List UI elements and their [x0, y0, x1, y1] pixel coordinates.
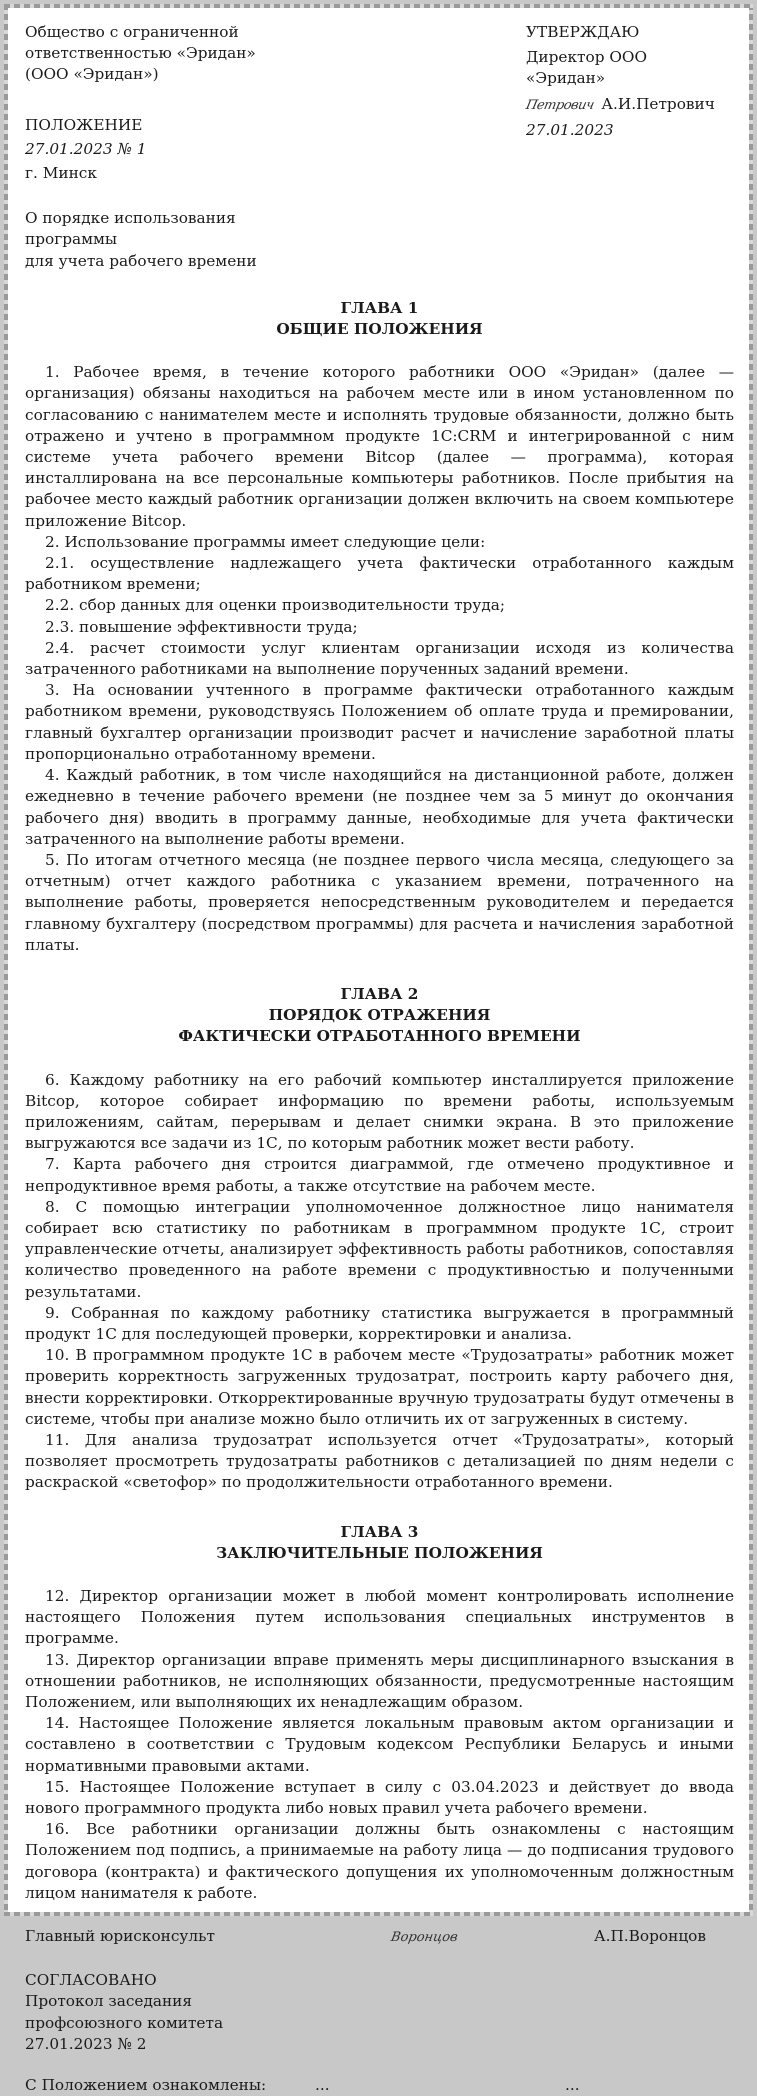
paragraph: 15. Настоящее Положение вступает в силу с 03.04.2023 и действует до ввода нового программного продукта либо новых правил учета рабочего времени. — [25, 1777, 734, 1818]
agreed-date: 27.01.2023 № 2 — [25, 2034, 147, 2053]
sign-name: А.П.Воронцов — [594, 1927, 706, 1946]
approval-label: УТВЕРЖДАЮ — [526, 23, 640, 41]
header-left — [25, 22, 325, 272]
org-name-line: Общество с ограниченной — [25, 23, 239, 41]
org-short-name: (ООО «Эридан») — [25, 65, 159, 84]
paragraph: 10. В программном продукте 1С в рабочем месте «Трудозатраты» работник может проверить корректность загруженных трудозатрат, построить карту рабочего дня, внести корректировки. Откорректированные вручную трудозатраты будут отмечены в системе, чтобы при анализе можно было отличить их от загруженных в систему. — [25, 1346, 734, 1428]
agreed-label: СОГЛАСОВАНО — [25, 1971, 157, 1990]
paragraph: 1. Рабочее время, в течение которого работники ООО «Эридан» (далее — организация) обязаны находиться на рабочем месте или в ином установленном по согласованию с нанимателем месте и исполнять трудовые обязанности, должно быть отражено и учтено в программном продукте 1С:CRM и интегрированной с ним системе учета рабочего времени Bitcop (далее — программа), которая инсталлирована на все персональные компьютеры работников. После прибытия на рабочее место каждый работник организации должен включить на своем компьютере приложение Bitcop. — [25, 363, 734, 530]
approval-signer: А.И.Петрович — [601, 94, 715, 113]
paragraph: 6. Каждому работнику на его рабочий компьютер инсталлируется приложение Bitcop, которое собирает информацию по времени работы, используемым приложениям, сайтам, перерывам и делает снимки экрана. В это приложение выгружаются все задачи из 1С, по которым работник может вести работу. — [25, 1070, 734, 1153]
chapter-heading — [25, 984, 734, 1048]
document-page — [8, 8, 749, 2095]
paragraph: 14. Настоящее Положение является локальным правовым актом организации и составлено в соответствии с Трудовым кодексом Республики Беларусь и иными нормативными правовыми актами. — [25, 1714, 734, 1775]
ack-label: С Положением ознакомлены: — [25, 2076, 267, 2095]
paragraph: 16. Все работники организации должны быть ознакомлены с настоящим Положением под подпись, а принимаемые на работу лица — до подписания трудового договора (контракта) и фактического допущения их уполномоченным должностным лицом нанимателя к работе. — [25, 1820, 734, 1902]
acknowledgement-row — [25, 2075, 734, 2096]
chapter-title: ПОРЯДОК ОТРАЖЕНИЯ — [268, 1006, 491, 1025]
chapter-title: ЗАКЛЮЧИТЕЛЬНЫЕ ПОЛОЖЕНИЯ — [216, 1543, 543, 1562]
chapter-title: ОБЩИЕ ПОЛОЖЕНИЯ — [276, 320, 483, 339]
handwritten-signature: Петрович — [524, 97, 596, 113]
chapter-body — [25, 362, 734, 956]
paragraph: 4. Каждый работник, в том числе находящийся на дистанционной работе, должен ежедневно в течение рабочего времени (не позднее чем за 5 минут до окончания рабочего дня) вводить в программу данные, необходимые для учета фактически затраченного на выполнение работы времени. — [25, 766, 734, 848]
chapter-number: ГЛАВА 1 — [340, 298, 419, 317]
chapter-number: ГЛАВА 3 — [340, 1522, 419, 1541]
doc-date-number: 27.01.2023 № 1 — [25, 139, 147, 158]
approval-signer-row — [526, 94, 726, 116]
paragraph: 8. С помощью интеграции уполномоченное должностное лицо нанимателя собирает всю статистику по работникам в программном продукте 1С, строит управленческие отчеты, анализирует эффективность работы работников, сопоставляя количество проведенного на работе времени с продуктивностью и полученными результатами. — [25, 1197, 734, 1301]
chapter-body — [25, 1070, 734, 1494]
doc-type: ПОЛОЖЕНИЕ — [25, 115, 143, 134]
sign-position: Главный юрисконсульт — [25, 1927, 215, 1946]
ack-placeholder: ... — [315, 2076, 330, 2095]
paragraph: 5. По итогам отчетного месяца (не позднее первого числа месяца, следующего за отчетным) отчет каждого работника с указанием времени, потраченного на выполнение работы, проверяется непосредственным руководителем и передается главному бухгалтеру (посредством программы) для расчета и начисления заработной платы. — [25, 850, 734, 954]
doc-city: г. Минск — [25, 164, 97, 183]
chapter-body — [25, 1586, 734, 1904]
ack-placeholder: ... — [565, 2076, 580, 2095]
chapter-heading — [25, 1522, 734, 1564]
doc-subject — [25, 208, 325, 272]
chapter-heading — [25, 298, 734, 340]
document-header — [25, 22, 734, 272]
paragraph: 12. Директор организации может в любой момент контролировать исполнение настоящего Положения путем использования специальных инструментов в программе. — [25, 1587, 734, 1648]
agreed-line: профсоюзного комитета — [25, 2013, 224, 2032]
org-name-line: ответственностью «Эридан» — [25, 44, 256, 63]
handwritten-signature: Воронцов — [389, 1930, 460, 1946]
paragraph: 13. Директор организации вправе применять меры дисциплинарного взыскания в отношении работников, не исполняющих обязанности, предусмотренные настоящим Положением, или выполняющих их ненадлежащим образом. — [25, 1650, 734, 1712]
chapter-number: ГЛАВА 2 — [340, 984, 419, 1003]
paragraph: 7. Карта рабочего дня строится диаграммой, где отмечено продуктивное и непродуктивное время работы, а также отсутствие на рабочем месте. — [25, 1155, 734, 1195]
paragraph: 2.1. осуществление надлежащего учета фактически отработанного каждым работником времени; — [25, 554, 734, 594]
paragraph: 11. Для анализа трудозатрат используется отчет «Трудозатраты», который позволяет просмотреть трудозатраты работников с детализацией по дням недели с раскраской «светофор» по продолжительности отработанного времени. — [25, 1430, 734, 1492]
approval-date: 27.01.2023 — [526, 120, 614, 139]
paragraph: 2.3. повышение эффективности труда; — [45, 617, 358, 636]
paragraph: 2.4. расчет стоимости услуг клиентам организации исходя из количества затраченного работниками на выполнение порученных заданий времени. — [25, 638, 734, 679]
agreed-line: Протокол заседания — [25, 1992, 193, 2011]
approval-position: Директор ООО «Эридан» — [526, 48, 647, 88]
doc-subject-line: О порядке использования программы — [25, 209, 236, 249]
signature-row — [25, 1926, 734, 1948]
paragraph: 2. Использование программы имеет следующие цели: — [45, 532, 486, 551]
approval-block — [526, 22, 726, 272]
paragraph: 3. На основании учтенного в программе фактически отработанного каждым работником времени, руководствуясь Положением об оплате труда и премировании, главный бухгалтер организации производит расчет и начисление заработной платы пропорционально отработанному времени. — [25, 681, 734, 763]
doc-subject-line: для учета рабочего времени — [25, 251, 257, 270]
paragraph: 2.2. сбор данных для оценки производительности труда; — [45, 596, 506, 615]
agreed-block — [25, 1970, 734, 2055]
document-frame — [4, 4, 753, 2095]
chapter-title: ФАКТИЧЕСКИ ОТРАБОТАННОГО ВРЕМЕНИ — [178, 1027, 581, 1046]
paragraph: 9. Собранная по каждому работнику статистика выгружается в программный продукт 1С для последующей проверки, корректировки и анализа. — [25, 1303, 734, 1343]
